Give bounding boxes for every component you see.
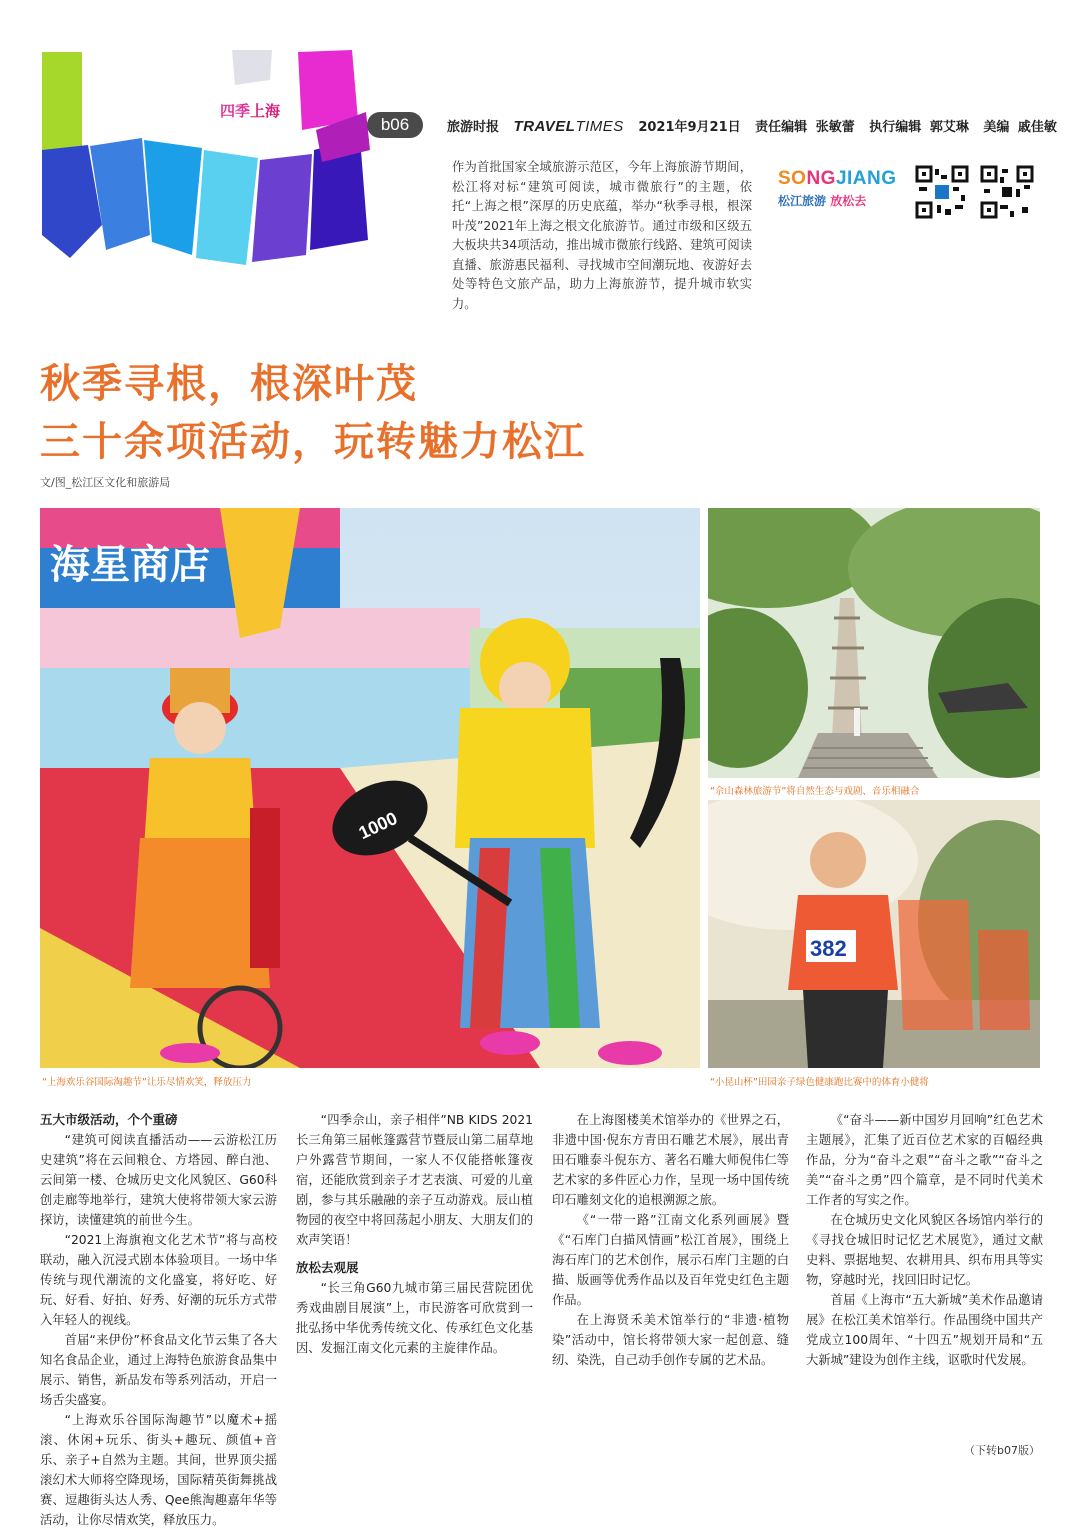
pagoda-photo-caption: “佘山森林旅游节”将自然生态与戏剧、音乐相融合 [710,786,920,797]
paragraph: 在上海图楼美术馆举办的《世界之石，非遗中国·倪东方青田石雕艺术展》，展出青田石雕泰斗倪东方、著名石雕大师倪伟仁等艺术家的多件匠心力作，呈现一场中国传统印石雕刻文化的追根溯源之旅。 [552,1113,789,1207]
article-column-1 [40,1110,277,1530]
paper-name-en: TRAVELTIMES [513,118,624,135]
headline-line-2: 三十余项活动，玩转魅力松江 [40,419,586,465]
editor-label: 责任编辑 [755,120,808,135]
qr-code-icon [915,165,969,219]
paragraph: “长三角G60九城市第三届民营院团优秀戏曲剧目展演”上，市民游客可欣赏到一批弘扬中华优秀传统文化、传承红色文化基因、发掘江南文化元素的主旋律作品。 [296,1281,533,1355]
race-bib: 382 [810,936,847,961]
exec-editor-name: 郭艾琳 [929,120,969,135]
run-photo-caption: “小昆山杯”田园亲子绿色健康跑比赛中的体育小健将 [710,1077,929,1088]
paragraph: “2021上海旗袍文化艺术节”将与高校联动，融入沉浸式剧本体验项目。一场中华传统与现代潮流的文化盛宴，将好吃、好玩、好看、好拍、好秀、好潮的玩乐方式带入年轻人的视线。 [40,1233,277,1327]
songjiang-logo: SONGJIANG 松江旅游 放松去 [778,168,897,208]
paragraph: 《“奋斗——新中国岁月回响”红色艺术主题展》，汇集了近百位艺术家的百幅经典作品，分为“奋斗之艰”“奋斗之歌”“奋斗之美”“奋斗之勇”四个篇章，是不同时代美术工作者的写实之作。 [806,1113,1043,1207]
paragraph: 在上海贤禾美术馆举行的“非遗·植物染”活动中，馆长将带领大家一起创意、缝纫、染洗，自己动手创作专属的艺术品。 [552,1313,789,1367]
hammer-label: 1000 [355,808,401,844]
continued-note: （下转b07版） [964,1444,1040,1457]
subhead-city-events: 五大市级活动，个个重磅 [40,1112,178,1127]
byline: 文/图_松江区文化和旅游局 [40,476,171,489]
art-editor-label: 美编 [983,120,1010,135]
store-sign: 海星商店 [50,542,210,588]
article-column-4 [806,1110,1043,1370]
issue-date: 2021年9月21日 [638,120,741,135]
masthead [447,116,1067,135]
intro-paragraph: 作为首批国家全域旅游示范区，今年上海旅游节期间，松江将对标“建筑可阅读，城市微旅行”的主题，依托“上海之根”深厚的历史底蕴，举办“秋季寻根，根深叶茂”2021年上海之根文化旅游节。通过市级和区级五大板块共34项活动，推出城市微旅行线路、建筑可阅读直播、旅游惠民福利、寻找城市空间潮玩地、夜游好去处等特色文旅产品，助力上海旅游节，提升城市软实力。 [452,160,752,311]
paragraph: 在仓城历史文化风貌区各场馆内举行的《寻找仓城旧时记忆艺术展览》，通过文献史料、票据地契、农耕用具、织布用具等实物，穿越时光，找回旧时记忆。 [806,1213,1043,1287]
qr-code-icon [980,165,1034,219]
article-column-3 [552,1110,789,1370]
paragraph: “四季佘山，亲子相伴”NB KIDS 2021长三角第三届帐篷露营节暨辰山第二届草地户外露营节期间，一家人不仅能搭帐篷夜宿，还能欣赏到亲子才艺表演、可爱的儿童剧，参与其乐融融的亲子互动游戏。辰山植物园的夜空中将回荡起小朋友、大朋友们的欢声笑语！ [296,1113,533,1247]
section-tag-prefix: 四季 [220,102,251,120]
section-tag [220,100,280,121]
paper-name-cn: 旅游时报 [447,120,500,135]
headline-line-1: 秋季寻根，根深叶茂 [40,361,418,407]
art-editor-name: 戚佳敏 [1017,120,1057,135]
subhead-exhibitions: 放松去观展 [296,1260,359,1275]
photo-kids-run [708,800,1040,1068]
photo-clowns [40,508,700,1068]
paragraph: 首届《上海市“五大新城”美术作品邀请展》在松江美术馆举行。作品围绕中国共产党成立100周年、“十四五”规划开局和“五大新城”建设为创作主线，讴歌时代发展。 [806,1293,1043,1367]
decorative-color-blocks [40,50,370,265]
page-number-badge: b06 [367,112,423,138]
exec-editor-label: 执行编辑 [869,120,922,135]
paragraph: 首届“来伊份”杯食品文化节云集了各大知名食品企业，通过上海特色旅游食品集中展示、销售，新品发布等系列活动，开启一场舌尖盛宴。 [40,1333,277,1407]
article-column-2 [296,1110,533,1358]
paragraph: “上海欢乐谷国际淘趣节”以魔术+摇滚、休闲+玩乐、街头+趣玩、颜值+音乐、亲子+自然为主题。其间，世界顶尖摇滚幻术大师将空降现场，国际精英街舞挑战赛、逗趣街头达人秀、Qee熊淘趣嘉年华等活动，让你尽情欢笑，释放压力。 [40,1413,277,1527]
section-tag-name: 上海 [250,102,281,120]
main-photo-caption: “上海欢乐谷国际淘趣节”让乐尽情欢笑，释放压力 [42,1077,252,1088]
editor-name: 张敏蕾 [815,120,855,135]
paragraph: 《“一带一路”江南文化系列画展》暨《“石库门白描风情画”松江首展》，围绕上海石库门的艺术创作，展示石库门主题的白描、版画等优秀作品以及百年党史红色主题作品。 [552,1213,789,1307]
photo-pagoda [708,508,1040,778]
paragraph: “建筑可阅读直播活动——云游松江历史建筑”将在云间粮仓、方塔园、醉白池、云间第一楼、仓城历史文化风貌区、G60科创走廊等地举行，建筑大使将带领大家云游探访，读懂建筑的前世今生。 [40,1133,277,1227]
